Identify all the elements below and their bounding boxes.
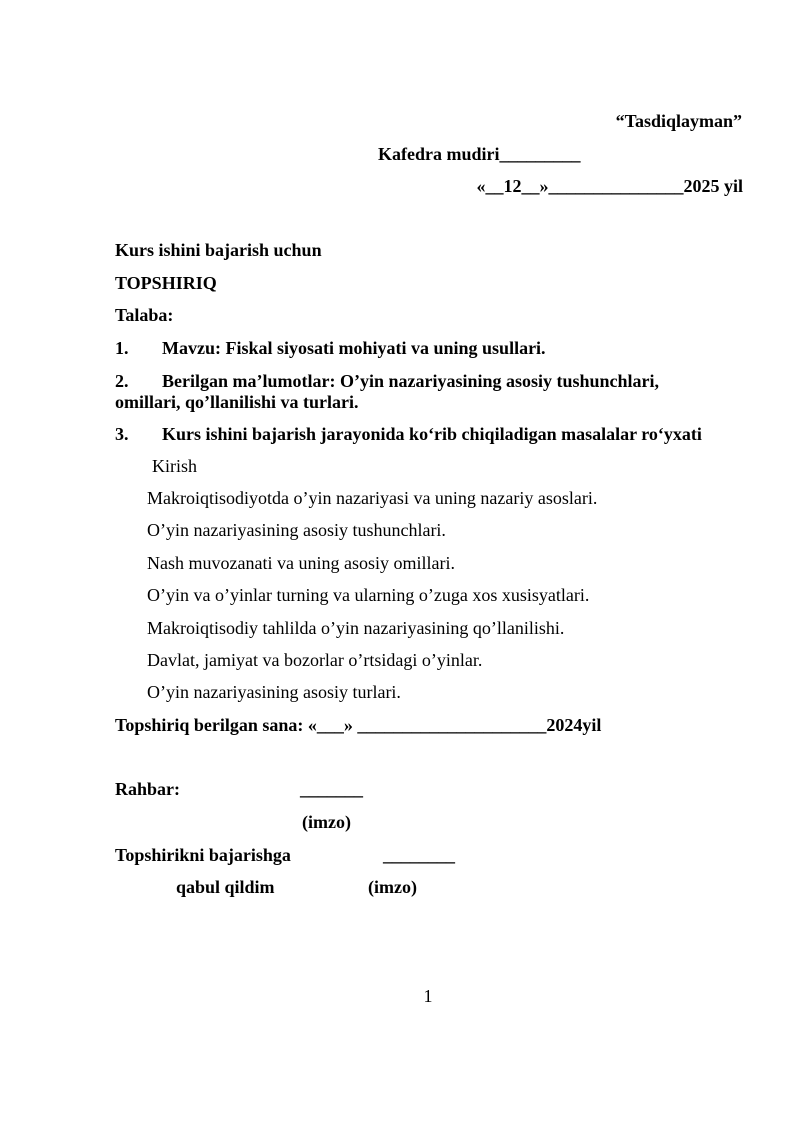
list-item: Davlat, jamiyat va bozorlar o’rtsidagi o’yinlar. — [147, 650, 483, 670]
list-item: Makroiqtisodiy tahlilda o’yin nazariyasining qo’llanilishi. — [147, 618, 565, 638]
head-of-department-line: Kafedra mudiri_________ — [378, 144, 581, 164]
supervisor-signature-line: _______ — [300, 779, 363, 799]
item-given-data-line1: Berilgan ma’lumotlar: O’yin nazariyasining asosiy tushunchlari, — [162, 371, 660, 391]
document-title: TOPSHIRIQ — [115, 273, 217, 293]
approval-date-line: «__12__»_______________2025 yil — [476, 176, 743, 196]
supervisor-label: Rahbar: — [115, 779, 181, 799]
list-item: O’yin nazariyasining asosiy turlari. — [147, 682, 401, 702]
student-signature-caption: (imzo) — [368, 877, 417, 897]
item-given-data-line2: omillari, qo’llanilishi va turlari. — [115, 392, 359, 412]
approval-title: “Tasdiqlayman” — [615, 111, 742, 131]
item-number-2: 2. — [115, 371, 129, 391]
student-label: Talaba: — [115, 305, 174, 325]
document-subtitle: Kurs ishini bajarish uchun — [115, 240, 322, 260]
list-item: Nash muvozanati va uning asosiy omillari. — [147, 553, 455, 573]
list-item: Makroiqtisodiyotda o’yin nazariyasi va uning nazariy asoslari. — [147, 488, 598, 508]
assigned-date-line: Topshiriq berilgan sana: «___» _____________________2024yil — [115, 715, 602, 735]
student-signature-line: ________ — [383, 845, 455, 865]
list-item: O’yin nazariyasining asosiy tushunchlari. — [147, 520, 446, 540]
list-item: Kirish — [152, 456, 197, 476]
item-number-3: 3. — [115, 424, 129, 444]
page-number: 1 — [423, 986, 433, 1006]
list-item: O’yin va o’yinlar turning va ularning o’zuga xos xusisyatlari. — [147, 585, 590, 605]
item-number-1: 1. — [115, 338, 129, 358]
item-issues-list-heading: Kurs ishini bajarish jarayonida ko‘rib chiqiladigan masalalar ro‘yxati — [162, 424, 702, 444]
acceptance-label-line2: qabul qildim — [176, 877, 275, 897]
supervisor-signature-caption: (imzo) — [302, 812, 351, 832]
item-topic: Mavzu: Fiskal siyosati mohiyati va uning usullari. — [162, 338, 546, 358]
acceptance-label-line1: Topshirikni bajarishga — [115, 845, 291, 865]
